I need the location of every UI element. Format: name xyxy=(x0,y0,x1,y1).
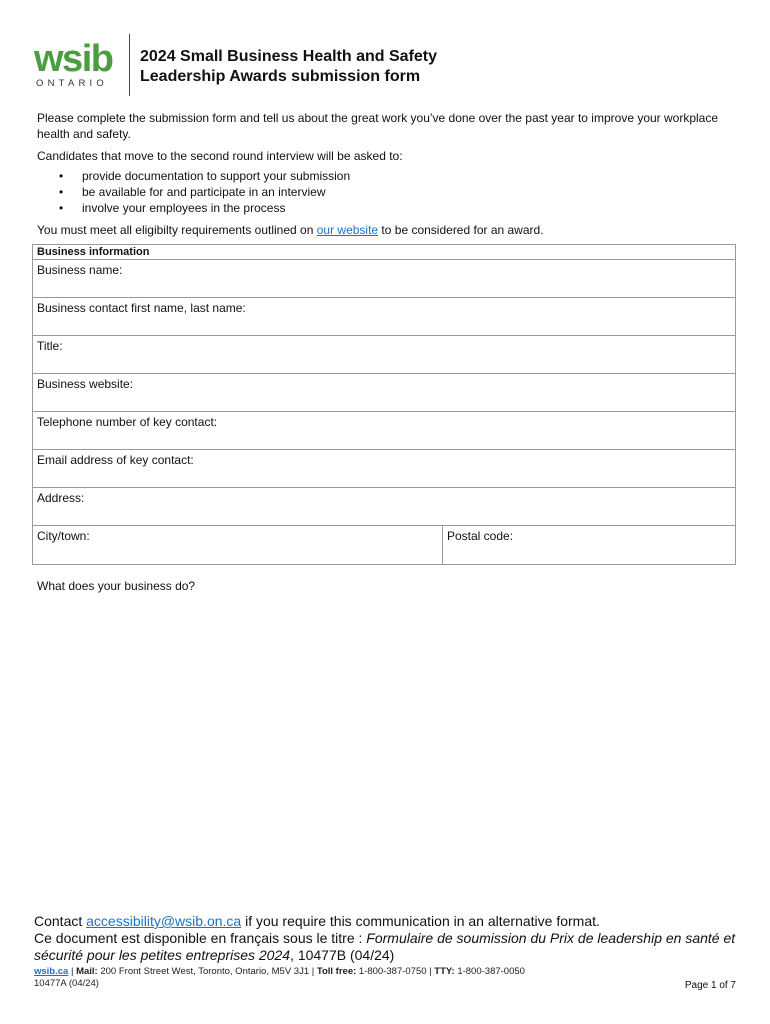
form-code: 10477A (04/24) xyxy=(34,978,99,989)
form-title-line1: 2024 Small Business Health and Safety xyxy=(140,48,438,65)
telephone-field[interactable] xyxy=(33,412,735,450)
list-item: • involve your employees in the process xyxy=(59,201,286,215)
postal-code-field[interactable] xyxy=(443,526,735,564)
logo-divider xyxy=(129,34,130,96)
website-label: Business website: xyxy=(37,377,134,391)
city-field[interactable] xyxy=(33,526,443,564)
form-title xyxy=(140,47,437,87)
page-footer xyxy=(34,966,744,990)
our-website-link[interactable]: our website xyxy=(316,223,379,237)
accessibility-email-link[interactable]: accessibility@wsib.on.ca xyxy=(86,913,242,929)
business-description-field[interactable] xyxy=(37,598,735,898)
business-information-header: Business information xyxy=(33,245,735,260)
wsib-logo xyxy=(34,38,124,92)
business-name-label: Business name: xyxy=(37,263,123,277)
city-postal-row xyxy=(33,526,735,564)
telephone-label: Telephone number of key contact: xyxy=(37,415,218,429)
contact-section xyxy=(34,913,744,964)
page-number: Page 1 of 7 xyxy=(684,980,736,991)
accessibility-note: Contact accessibility@wsib.on.ca if you require this communication in an alternative format. xyxy=(34,913,600,929)
list-item: • provide documentation to support your submission xyxy=(59,169,351,183)
title-label: Title: xyxy=(37,339,63,353)
form-title-line2: Leadership Awards submission form xyxy=(140,68,421,85)
email-field[interactable] xyxy=(33,450,735,488)
email-label: Email address of key contact: xyxy=(37,453,194,467)
title-field[interactable] xyxy=(33,336,735,374)
address-field[interactable] xyxy=(33,488,735,526)
business-name-field[interactable] xyxy=(33,260,735,298)
second-round-paragraph: Candidates that move to the second round interview will be asked to: xyxy=(37,149,403,163)
requirements-list xyxy=(37,168,737,216)
city-label: City/town: xyxy=(37,529,90,543)
footer-contact-line: wsib.ca | Mail: 200 Front Street West, Toronto, Ontario, M5V 3J1 | Toll free: 1-800-387-0750 | TTY: 1-800-387-0050 xyxy=(34,966,525,977)
bullet-icon: • xyxy=(59,169,64,183)
logo-brand: wsib xyxy=(34,38,113,80)
intro-paragraph: Please complete the submission form and tell us about the great work you’ve done over the past year to improve your workplace health and safety. xyxy=(37,111,719,141)
contact-name-label: Business contact first name, last name: xyxy=(37,301,246,315)
bullet-icon: • xyxy=(59,201,64,215)
intro-section xyxy=(37,110,737,238)
website-field[interactable] xyxy=(33,374,735,412)
list-item: • be available for and participate in an interview xyxy=(59,185,326,199)
business-description-question: What does your business do? xyxy=(37,579,196,593)
wsib-site-link[interactable]: wsib.ca xyxy=(34,966,69,977)
bullet-icon: • xyxy=(59,185,64,199)
french-version-note: Ce document est disponible en français sous le titre : Formulaire de soumission du Prix de leadership en santé et sécurité pour les petites entreprises 2024, 10477B (04/24) xyxy=(34,930,736,963)
eligibility-paragraph: You must meet all eligibilty requirements outlined on our website to be considered for an award. xyxy=(37,223,544,237)
business-information-table xyxy=(32,244,736,565)
postal-code-label: Postal code: xyxy=(447,529,514,543)
logo-subtitle: ONTARIO xyxy=(36,78,108,89)
contact-name-field[interactable] xyxy=(33,298,735,336)
address-label: Address: xyxy=(37,491,85,505)
